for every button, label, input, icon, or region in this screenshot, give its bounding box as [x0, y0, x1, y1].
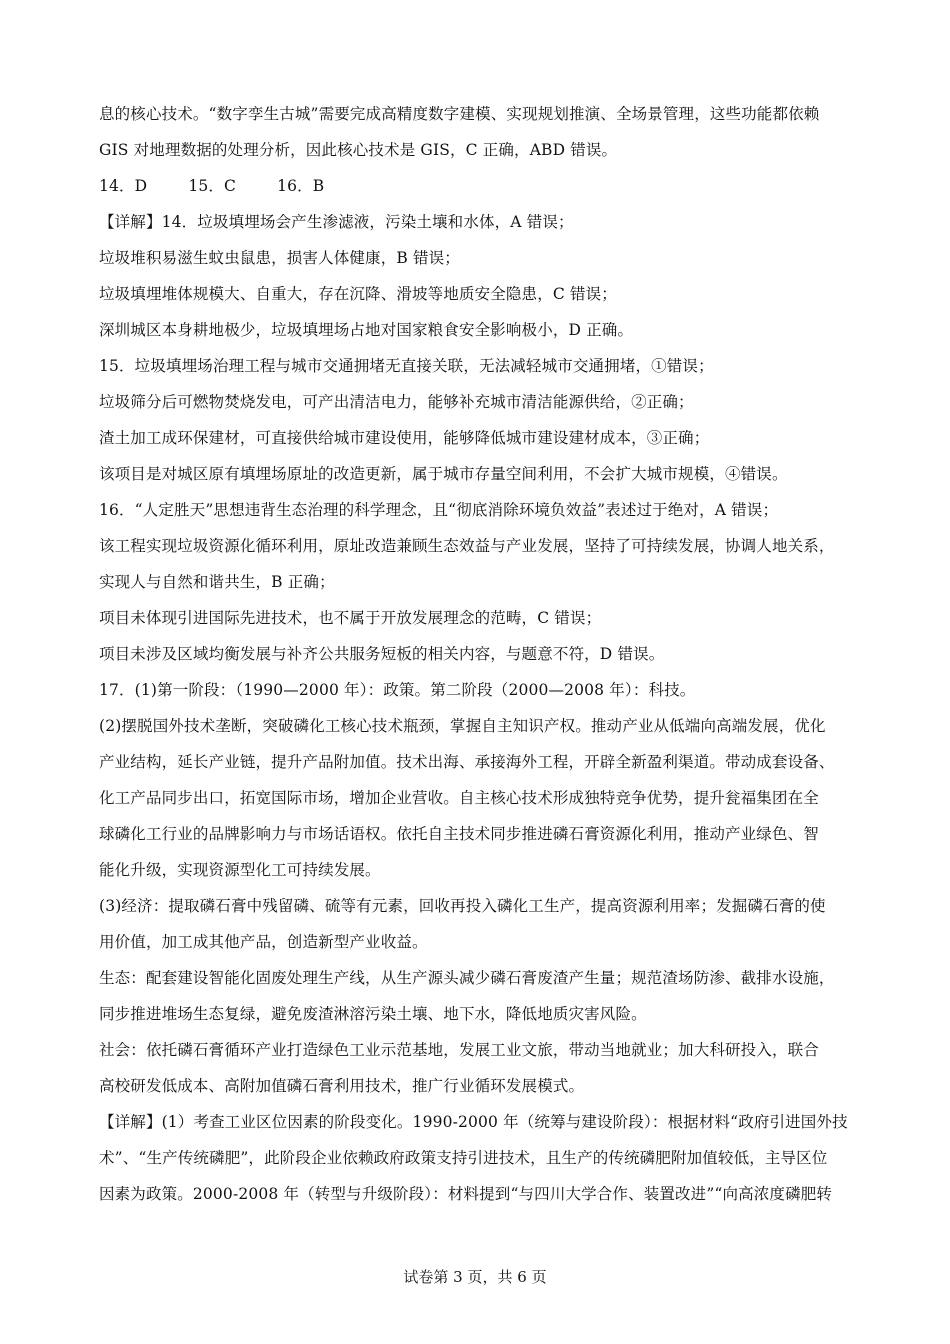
text-line: 渣土加工成环保建材，可直接供给城市建设使用，能够降低城市建设建材成本，③正确；	[99, 429, 710, 447]
text-line: 深圳城区本身耕地极少，垃圾填埋场占地对国家粮食安全影响极小，D 正确。	[99, 321, 634, 339]
text-line: (3)经济：提取磷石膏中残留磷、硫等有元素，回收再投入磷化工生产，提高资源利用率；发掘磷石膏的使	[99, 897, 826, 915]
text-line: 能化升级，实现资源型化工可持续发展。	[99, 861, 381, 879]
text-line: 15．垃圾填埋场治理工程与城市交通拥堵无直接关联，无法减轻城市交通拥堵，①错误；	[99, 357, 714, 375]
text-line: 球磷化工行业的品牌影响力与市场话语权。依托自主技术同步推进磷石膏资源化利用，推动产业绿色、智	[99, 825, 819, 843]
text-line: 【详解】(1）考查工业区位因素的阶段变化。1990-2000 年（统筹与建设阶段）：根据材料“政府引进国外技	[99, 1113, 848, 1131]
text-line: 产业结构，延长产业链，提升产品附加值。技术出海、承接海外工程，开辟全新盈利渠道。带动成套设备、	[99, 753, 835, 771]
answer-14: 14．D	[99, 177, 148, 195]
text-line: 垃圾堆积易滋生蚊虫鼠患，损害人体健康，B 错误；	[99, 249, 460, 267]
text-line: 该项目是对城区原有填埋场原址的改造更新，属于城市存量空间利用，不会扩大城市规模，④错误。	[99, 465, 788, 483]
text-line: 社会：依托磷石膏循环产业打造绿色工业示范基地，发展工业文旅，带动当地就业；加大科研投入，联合	[99, 1041, 819, 1059]
page-body	[99, 96, 859, 1212]
text-line: (2)摆脱国外技术垄断，突破磷化工核心技术瓶颈，掌握自主知识产权。推动产业从低端向高端发展，优化	[99, 717, 826, 735]
text-line: 用价值，加工成其他产品，创造新型产业收益。	[99, 933, 428, 951]
text-line: 垃圾筛分后可燃物焚烧发电，可产出清洁电力，能够补充城市清洁能源供给，②正确；	[99, 393, 694, 411]
text-line: 【详解】14．垃圾填埋场会产生渗滤液，污染土壤和水体，A 错误；	[99, 213, 574, 231]
text-line: 术”、“生产传统磷肥”，此阶段企业依赖政府政策支持引进技术，且生产的传统磷肥附加值较低，主导区位	[99, 1149, 828, 1167]
text-line: 生态：配套建设智能化固废处理生产线，从生产源头减少磷石膏废渣产生量；规范渣场防渗、截排水设施，	[99, 969, 835, 987]
text-line: 息的核心技术。“数字孪生古城”需要完成高精度数字建模、实现规划推演、全场景管理，这些功能都依赖	[99, 105, 820, 123]
text-line: 16．“人定胜天”思想违背生态治理的科学理念，且“彻底消除环境负效益”表述过于绝对，A 错误；	[99, 501, 779, 519]
text-line: GIS 对地理数据的处理分析，因此核心技术是 GIS，C 正确，ABD 错误。	[99, 141, 618, 159]
text-line: 同步推进堆场生态复绿，避免废渣淋溶污染土壤、地下水，降低地质灾害风险。	[99, 1005, 647, 1023]
answer-16: 16．B	[277, 177, 325, 195]
answer-15: 15．C	[188, 177, 237, 195]
text-line: 化工产品同步出口，拓宽国际市场，增加企业营收。自主核心技术形成独特竞争优势，提升瓮福集团在全	[99, 789, 819, 807]
text-line: 高校研发低成本、高附加值磷石膏利用技术，推广行业循环发展模式。	[99, 1077, 585, 1095]
text-line: 项目未体现引进国际先进技术，也不属于开放发展理念的范畴，C 错误；	[99, 609, 602, 627]
text-line: 实现人与自然和谐共生，B 正确；	[99, 573, 335, 591]
text-line: 该工程实现垃圾资源化循环利用，原址改造兼顾生态效益与产业发展，坚持了可持续发展，协调人地关系，	[99, 537, 835, 555]
text-line: 17．(1)第一阶段：（1990—2000 年）：政策。第二阶段（2000—2008 年）：科技。	[99, 681, 696, 699]
page-footer: 试卷第 3 页，共 6 页	[403, 1268, 547, 1286]
text-line: 垃圾填埋堆体规模大、自重大，存在沉降、滑坡等地质安全隐患，C 错误；	[99, 285, 617, 303]
answer-key-row	[99, 168, 859, 204]
text-line: 项目未涉及区域均衡发展与补齐公共服务短板的相关内容，与题意不符，D 错误。	[99, 645, 665, 663]
text-line: 因素为政策。2000-2008 年（转型与升级阶段）：材料提到“与四川大学合作、装置改进”“向高浓度磷肥转	[99, 1185, 833, 1203]
